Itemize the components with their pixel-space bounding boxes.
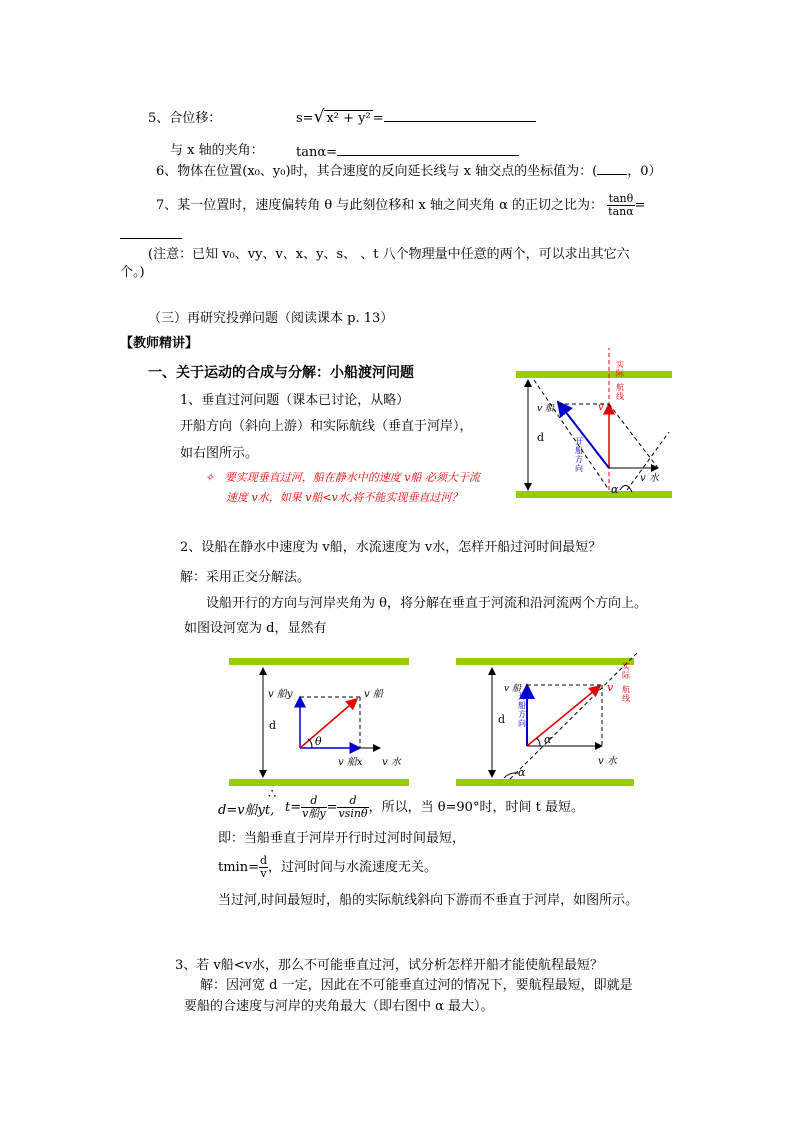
angle-blank (337, 143, 519, 156)
frac1-num: d (301, 795, 326, 808)
angle-expr: tanα= (296, 145, 338, 160)
tmin-rest: ，过河时间与水流速度无关。 (268, 860, 438, 875)
tmin-num: d (259, 854, 268, 867)
teacher-heading: 【教师精讲】 (120, 336, 199, 351)
tmin-lhs: tmin= (218, 860, 259, 875)
item7-eq: = (634, 198, 646, 213)
item5-s: s= (296, 111, 314, 126)
item5-formula (296, 109, 536, 127)
fig1-d: d (537, 431, 545, 444)
fig3-v-arrow (527, 686, 600, 746)
fig2-vboat: v 船 (364, 689, 383, 700)
dashed-right (609, 404, 658, 468)
fig1-v: v (598, 402, 604, 413)
derivation-eq1 (218, 803, 274, 819)
fig1-vboat: v 船 (537, 404, 554, 414)
fig3-dir-3: 方 (518, 710, 526, 719)
frac2 (337, 795, 368, 820)
item5-label: 5、合位移： (148, 111, 222, 126)
vertical-note-1 (205, 470, 480, 486)
sqrt-body: x² + y² (326, 111, 371, 126)
fig1-dir-4: 向 (575, 464, 583, 473)
vertical-red-line1: 要实现垂直过河，船在静水中的速度 v船 必须大于流 (224, 471, 480, 484)
frac1-den: v船y (302, 807, 326, 820)
fig2-v-arrow (300, 699, 357, 748)
sqrt-sign: √ (313, 107, 325, 127)
dashed-diagonal (534, 380, 609, 490)
fig3-alpha-inner: α (544, 733, 552, 746)
figure-drift (452, 645, 652, 795)
fig3-actual-4: 线 (622, 694, 630, 703)
therefore-sign: ∴ (268, 787, 277, 802)
fig3-d: d (498, 713, 506, 726)
conclusion: 即：当船垂直于河岸开行时过河时间最短， (218, 831, 466, 846)
eq2-lhs: t= (285, 800, 302, 815)
fig2-vwater: v 水 (382, 757, 401, 768)
shortest-time-method: 解：采用正交分解法。 (180, 570, 311, 585)
shortest-path-line1: 解：因河宽 d 一定，因此在不可能垂直过河的情况下，要航程最短，即就是 (200, 978, 633, 993)
item7-num: tanθ (608, 192, 634, 205)
part1-heading: 一、关于运动的合成与分解：小船渡河问题 (148, 365, 414, 381)
fig2-vy: v 船y (268, 689, 293, 700)
vertical-line2: 如右图所示。 (180, 446, 259, 461)
fig1-dir-1: 开 (575, 437, 583, 446)
item6-blank (597, 162, 627, 175)
frac2-den: vsinθ (338, 807, 368, 820)
fig3-actual-course (510, 653, 637, 779)
fig2-d: d (269, 719, 277, 732)
fig3-actual-3: 航 (622, 685, 630, 694)
shortest-time-line1: 设船开行的方向与河岸夹角为 θ，将分解在垂直于河流和沿河流两个方向上。 (206, 596, 647, 611)
note-line1: (注意：已知 v₀、vy、v、x、y、s、 、t 八个物理量中任意的两个，可以求出其它六 (148, 247, 630, 262)
item6-line (156, 162, 661, 180)
fig3-actual-1: 实 (622, 662, 630, 671)
tmin-den: v (260, 867, 267, 880)
item7-blank (120, 226, 182, 239)
frac2-num: d (337, 795, 368, 808)
fig3-bank-top (456, 658, 634, 665)
vertical-red-line2: 速度 v水，如果 v船<v水,将不能实现垂直过河？ (226, 491, 463, 504)
fig3-vwater: v 水 (598, 756, 617, 767)
figure-vertical-crossing (512, 340, 712, 510)
tmin-line (218, 855, 437, 880)
fig3-bank-bottom (456, 779, 634, 786)
item7-den: tanα (608, 205, 634, 218)
figure-decomposition (226, 655, 416, 790)
star-icon: ✧ (205, 471, 215, 484)
fig1-dir-2: 船 (575, 446, 583, 455)
item5-blank (384, 109, 536, 122)
vertical-line1: 开船方向（斜向上游）和实际航线（垂直于河岸）， (180, 419, 473, 434)
shortest-path-title: 3、若 v船<v水，那么不可能垂直过河，试分析怎样开船才能使航程最短？ (175, 958, 603, 973)
frac-eq: = (326, 800, 338, 815)
fig3-dir-4: 向 (518, 719, 526, 728)
vertical-title: 1、垂直过河问题（课本已讨论，从略） (180, 393, 410, 408)
fig3-alpha-outer: α (518, 766, 526, 779)
fig3-actual-2: 际 (622, 671, 630, 680)
section3-title: （三）再研究投弹问题（阅读课本 p. 13） (148, 311, 394, 326)
bank-top (516, 371, 672, 378)
fig1-actual-1: 实 (616, 360, 624, 369)
item6-text: 6、物体在位置(x₀、y₀)时，其合速度的反向延长线与 x 轴交点的坐标值为：( (156, 164, 598, 179)
fig2-bank-bottom (229, 779, 409, 786)
item7-fraction (607, 193, 635, 218)
fig1-actual-4: 线 (616, 392, 624, 401)
item7-text: 7、某一位置时，速度偏转角 θ 与此刻位移和 x 轴之间夹角 α 的正切之比为： (156, 198, 604, 213)
bank-bottom (516, 491, 672, 498)
item6-end: ，0） (627, 164, 662, 179)
angle-label: 与 x 轴的夹角： (170, 143, 264, 158)
shortest-time-title: 2、设船在静水中速度为 v船，水流速度为 v水，怎样开船过河时间最短？ (180, 540, 602, 555)
shortest-time-line2: 如图设河宽为 d，显然有 (184, 621, 327, 636)
fig1-alpha: α (611, 483, 619, 496)
note-line2: 个。) (120, 265, 145, 280)
fig3-dir-1: 开 (518, 692, 526, 701)
drift-text: 当过河,时间最短时，船的实际航线斜向下游而不垂直于河岸，如图所示。 (218, 893, 639, 908)
angle-formula (296, 143, 519, 161)
tmin-frac (259, 855, 268, 880)
fig1-actual-2: 际 (616, 369, 624, 378)
item7-line (156, 193, 646, 218)
fig3-dir-2: 船 (518, 701, 526, 710)
shortest-path-line2: 要船的合速度与河岸的夹角最大（即右图中 α 最大）。 (184, 999, 494, 1014)
frac1 (301, 795, 326, 820)
fig3-alpha-arc-inner (536, 738, 540, 746)
derivation-eq2 (285, 795, 584, 820)
fig1-dir-3: 方 (575, 455, 583, 464)
fig2-vx: v 船x (338, 757, 363, 768)
fig2-theta: θ (315, 735, 322, 748)
eq2-rest: ，所以，当 θ=90°时，时间 t 最短。 (368, 800, 584, 815)
eq1: d=v船yt, (218, 803, 275, 818)
fig2-bank-top (229, 658, 409, 665)
item5-line (148, 111, 221, 127)
fig3-v: v (607, 681, 614, 694)
fig1-vwater: v 水 (640, 473, 659, 484)
fig3-vboat: v 船 (504, 684, 521, 694)
item5-eq: = (372, 111, 384, 126)
fig1-actual-3: 航 (616, 383, 624, 392)
